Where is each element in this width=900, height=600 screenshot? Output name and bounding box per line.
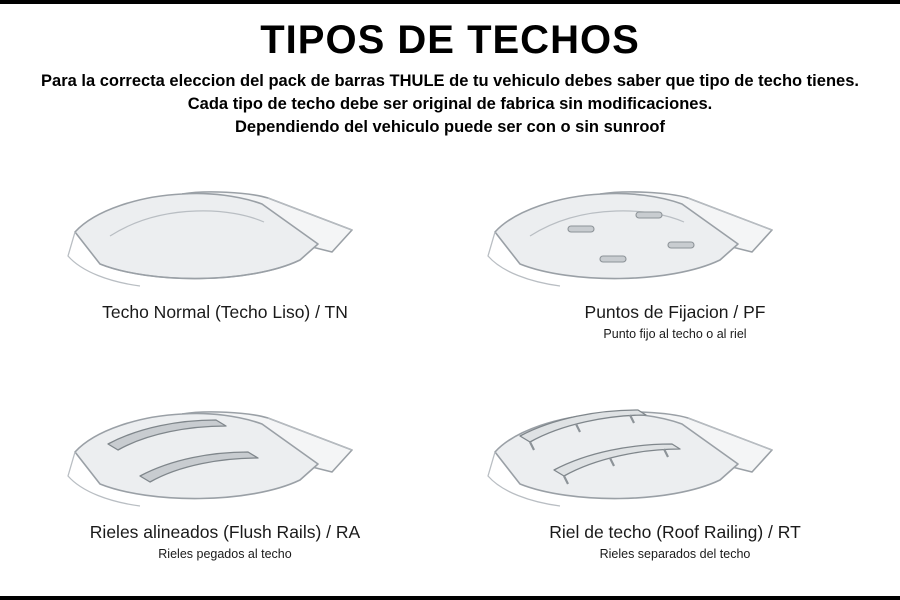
rieles-alineados-illustration <box>0 372 450 522</box>
page-title: TIPOS DE TECHOS <box>260 18 640 62</box>
roof-type-card-rieles-alineados <box>0 372 450 592</box>
techo-normal-caption <box>0 302 450 327</box>
intro-text <box>40 71 860 138</box>
roof-type-card-puntos-de-fijacion <box>450 152 900 372</box>
intro-line-1: Para la correcta eleccion del pack de barras THULE de tu vehiculo debes saber que tipo de techo tienes. <box>41 72 859 90</box>
roof-type-card-riel-de-techo <box>450 372 900 592</box>
puntos-de-fijacion-label: Puntos de Fijacion / PF <box>584 302 766 322</box>
intro-line-3: Dependiendo del vehiculo puede ser con o sin sunroof <box>235 117 665 136</box>
rieles-alineados-label: Rieles alineados (Flush Rails) / RA <box>89 522 361 542</box>
riel-de-techo-sublabel: Rieles separados del techo <box>599 547 751 561</box>
rieles-alineados-caption <box>0 522 450 562</box>
intro-line-2: Cada tipo de techo debe ser original de fabrica sin modificaciones. <box>187 94 713 113</box>
riel-de-techo-label: Riel de techo (Roof Railing) / RT <box>549 522 801 542</box>
puntos-de-fijacion-illustration <box>450 152 900 302</box>
rieles-alineados-sublabel: Rieles pegados al techo <box>158 547 292 561</box>
puntos-de-fijacion-caption <box>450 302 900 342</box>
roof-types-grid <box>0 152 900 592</box>
riel-de-techo-caption <box>450 522 900 562</box>
roof-type-card-techo-normal <box>0 152 450 372</box>
techo-normal-illustration <box>0 152 450 302</box>
techo-normal-label: Techo Normal (Techo Liso) / TN <box>102 302 348 322</box>
riel-de-techo-illustration <box>450 372 900 522</box>
puntos-de-fijacion-sublabel: Punto fijo al techo o al riel <box>603 327 747 341</box>
